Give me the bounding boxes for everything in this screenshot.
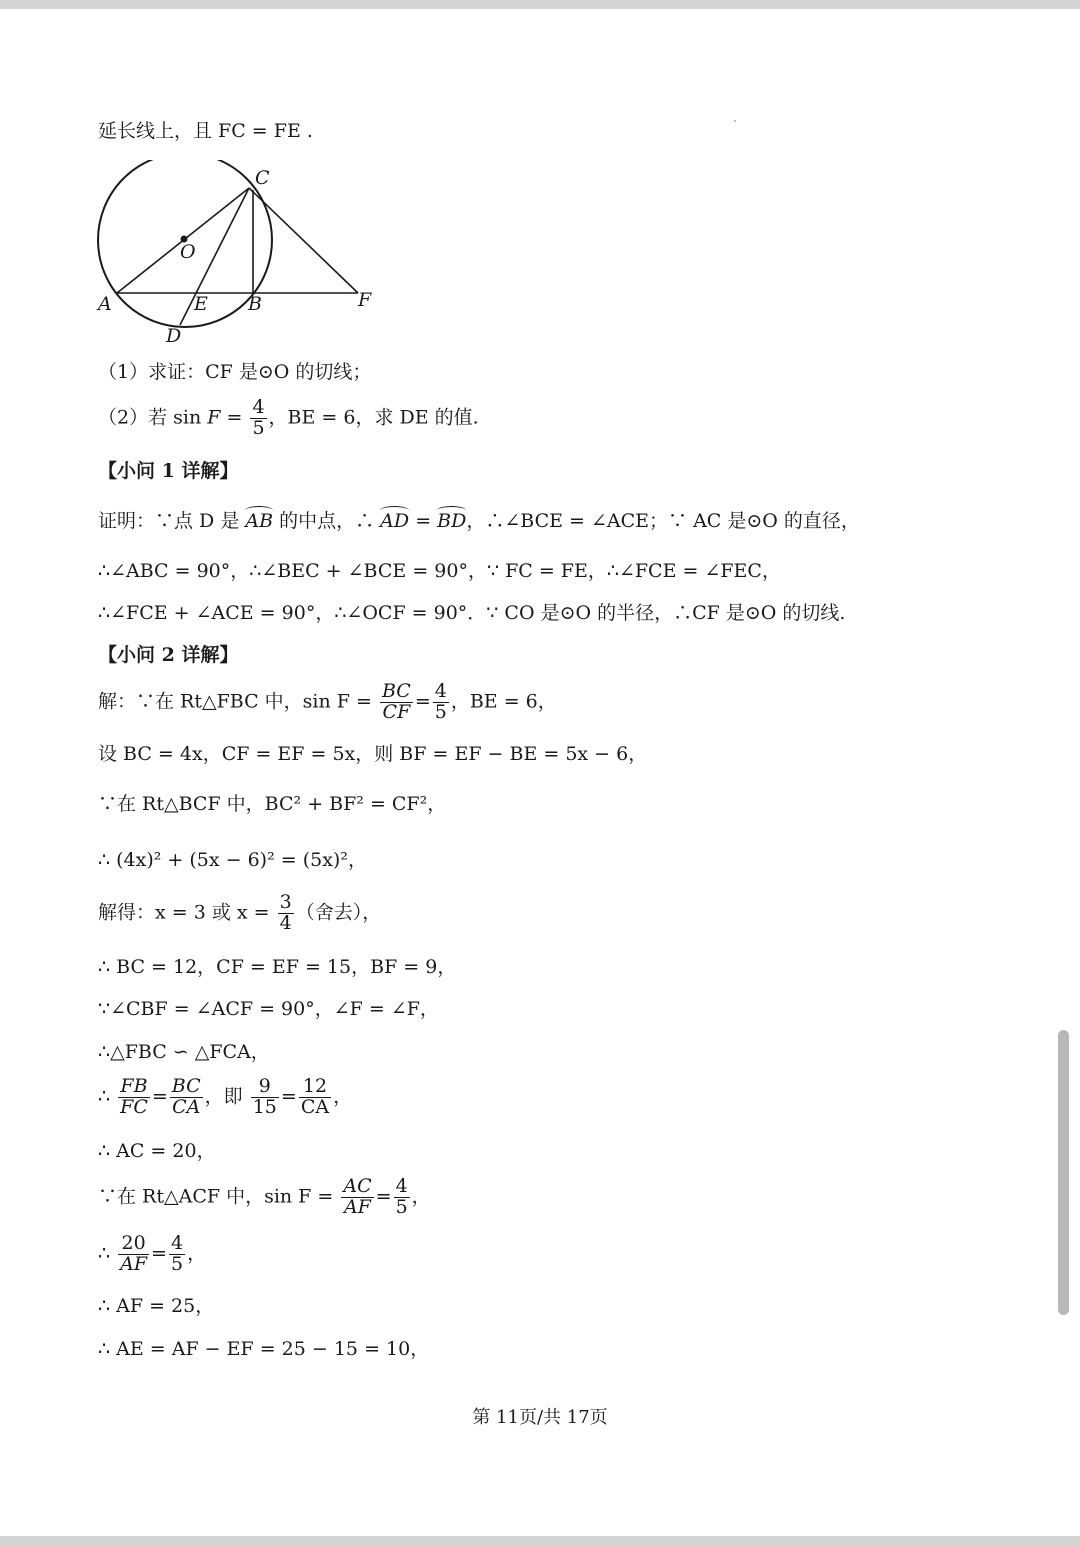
solution-line-7: ∵∠CBF = ∠ACF = 90°，∠F = ∠F， xyxy=(98,998,439,1020)
fraction: $\frac{4}{5}$ xyxy=(170,1232,184,1275)
fraction: $\frac{3}{4}$ xyxy=(279,891,292,934)
scrollbar-thumb[interactable] xyxy=(1058,1030,1069,1315)
fraction: $\frac{4}{5}$ xyxy=(252,396,265,439)
fraction: $\frac{20}{AF}$ xyxy=(120,1232,148,1275)
fraction: $\frac{4}{5}$ xyxy=(434,680,447,723)
fraction: $\frac{AC}{AF}$ xyxy=(343,1175,372,1218)
label-b: B xyxy=(248,293,262,315)
solution-line-13: ∴ AF = 25， xyxy=(98,1295,215,1317)
geometry-figure xyxy=(90,160,390,350)
proof-line-1: 证明：∵点 D 是 AB 的中点，∴ AD = BD，∴∠BCE = ∠ACE；∵ AC 是⊙O 的直径， xyxy=(98,510,860,532)
solution-line-11: ∵在 Rt△ACF 中，sin F = $\frac{AC}{AF}$ = $\frac{4}{5}$ ， xyxy=(98,1175,431,1218)
bottom-bar xyxy=(0,1536,1080,1546)
fraction: $\frac{FB}{FC}$ xyxy=(120,1075,148,1118)
solution-line-1: 解：∵在 Rt△FBC 中，sin F = $\frac{BC}{CF}$ = $\frac{4}{5}$ ，BE = 6， xyxy=(98,680,557,723)
solution-line-8: ∴△FBC ∽ △FCA， xyxy=(98,1041,270,1063)
arc-ab: AB xyxy=(245,510,274,532)
arc-ad: AD xyxy=(380,510,410,532)
solution-line-12: ∴ $\frac{20}{AF}$ = $\frac{4}{5}$ ， xyxy=(98,1232,207,1275)
fraction: $\frac{12}{CA}$ xyxy=(300,1075,330,1118)
label-o: O xyxy=(180,241,196,263)
solution-line-9: ∴ $\frac{FB}{FC}$ = $\frac{BC}{CA}$ ，即 $\frac{9}{15}$ = $\frac{12}{CA}$ ， xyxy=(98,1075,353,1118)
question-2: （2）若 sin F = $\frac{4}{5}$ ，BE = 6，求 DE 的值. xyxy=(98,396,479,439)
question-1: （1）求证：CF 是⊙O 的切线； xyxy=(98,361,372,383)
proof-line-3: ∴∠FCE + ∠ACE = 90°，∴∠OCF = 90°．∵ CO 是⊙O 的半径，∴CF 是⊙O 的切线. xyxy=(98,602,846,624)
top-bar xyxy=(0,0,1080,9)
label-c: C xyxy=(255,167,270,189)
solution-line-5: 解得：x = 3 或 x = $\frac{3}{4}$ （舍去）， xyxy=(98,891,382,934)
label-d: D xyxy=(166,325,182,347)
solution-line-4: ∴ (4x)² + (5x − 6)² = (5x)²， xyxy=(98,849,367,871)
fraction: $\frac{BC}{CF}$ xyxy=(381,680,411,723)
section-1-title: 【小问 1 详解】 xyxy=(98,460,239,482)
fraction: $\frac{4}{5}$ xyxy=(395,1175,408,1218)
label-a: A xyxy=(98,293,112,315)
fraction: $\frac{BC}{CA}$ xyxy=(171,1075,201,1118)
solution-line-2: 设 BC = 4x，CF = EF = 5x，则 BF = EF − BE = 5x − 6， xyxy=(98,743,648,765)
solution-line-10: ∴ AC = 20， xyxy=(98,1140,216,1162)
label-e: E xyxy=(194,293,208,315)
speck xyxy=(734,120,736,122)
fraction: $\frac{9}{15}$ xyxy=(252,1075,277,1118)
segment-cf xyxy=(249,188,358,293)
header-line: 延长线上，且 FC = FE . xyxy=(98,120,313,142)
page-footer: 第 11页/共 17页 xyxy=(472,1407,608,1428)
section-2-title: 【小问 2 详解】 xyxy=(98,644,239,666)
solution-line-14: ∴ AE = AF − EF = 25 − 15 = 10， xyxy=(98,1338,430,1360)
solution-line-6: ∴ BC = 12，CF = EF = 15，BF = 9， xyxy=(98,956,457,978)
arc-bd: BD xyxy=(437,510,467,532)
label-f: F xyxy=(358,289,372,311)
solution-line-3: ∵在 Rt△BCF 中，BC² + BF² = CF²， xyxy=(98,793,447,815)
proof-line-2: ∴∠ABC = 90°，∴∠BEC + ∠BCE = 90°，∵ FC = FE，∴∠FCE = ∠FEC， xyxy=(98,560,781,582)
